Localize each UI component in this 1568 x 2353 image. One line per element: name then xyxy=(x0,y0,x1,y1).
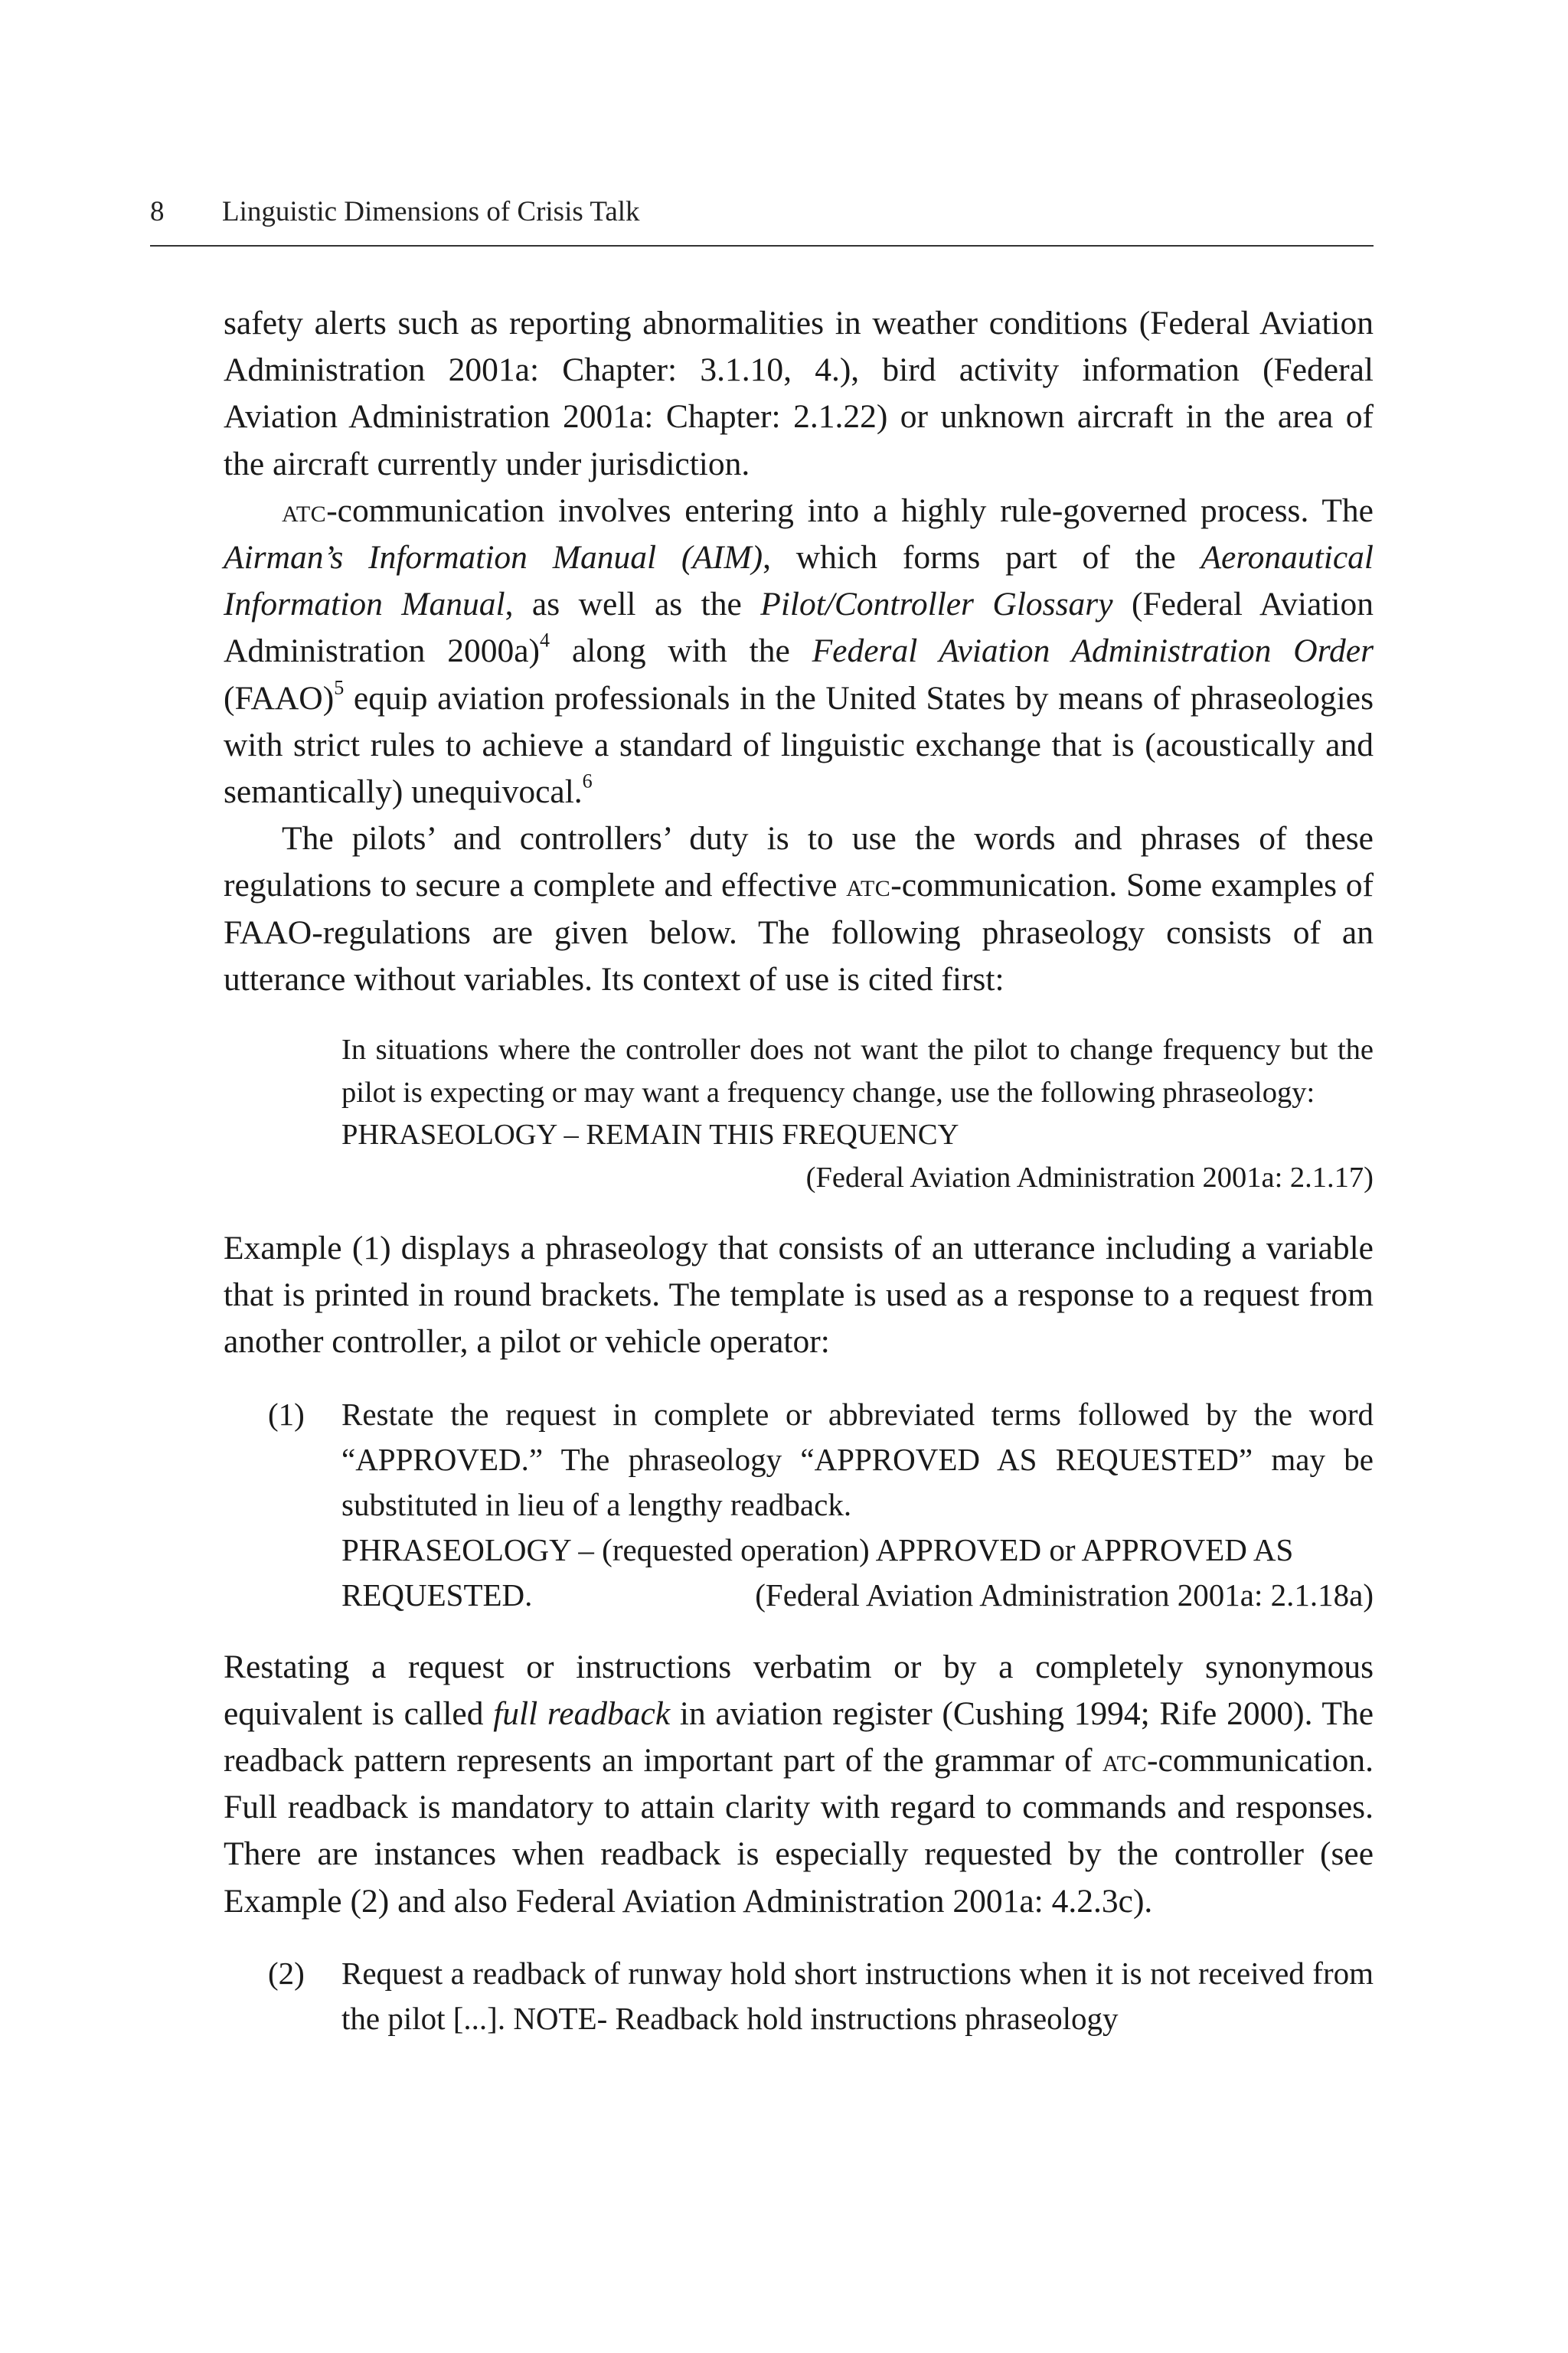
page-number: 8 xyxy=(150,196,165,227)
quote-citation: (Federal Aviation Administration 2001a: 2.1.17) xyxy=(805,1161,1374,1194)
paragraph-2: atc-communication involves entering into a highly rule-governed process. The Airman’s Information Manual (AIM), which forms part of the Aeronautical Information Manual, as well as the Pilot/Controller Glossary (Federal Aviation Administration 2000a)$^4$ along with the Federal Aviation Administration Order (FAAO)$^5$ equip aviation professionals in the United States by means of phraseologies with strict rules to achieve a standard of linguistic exchange that is (acoustically and semantically) unequivocal.$^6$ xyxy=(224,492,1374,811)
footnote-marker: 5 xyxy=(334,676,345,699)
example-number: (2) xyxy=(268,1955,305,1991)
example-citation: (Federal Aviation Administration 2001a: 2.1.18a) xyxy=(755,1577,1374,1613)
paragraph-5: Restating a request or instructions verbatim or by a completely synonymous equivalent is called full readback in aviation register (Cushing 1994; Rife 2000). The readback pattern represents an important part of the grammar of atc-communication. Full readback is mandatory to attain clarity with regard to commands and responses. There are instances when readback is especially requested by the controller (see Example (2) and also Federal Aviation Administration 2001a: 4.2.3c). xyxy=(224,1648,1374,1920)
footnote-marker: 6 xyxy=(582,770,593,793)
small-caps-atc: atc xyxy=(1102,1742,1148,1779)
paragraph-4: Example (1) displays a phraseology that consists of an utterance including a variable that is printed in round brackets. The template is used as a response to a request from another controller, a pilot or vehicle operator: xyxy=(224,1230,1374,1361)
footnote-marker: 4 xyxy=(540,629,550,652)
example-number: (1) xyxy=(268,1396,305,1432)
italic-term: full readback xyxy=(493,1694,671,1732)
example-phraseology-end: REQUESTED. xyxy=(341,1577,533,1613)
small-caps-atc: atc xyxy=(282,492,327,529)
quote-text: In situations where the controller does not want the pilot to change frequency but the pilot is expecting or may want a frequency change, use the following phraseology: xyxy=(341,1034,1374,1109)
example-2 xyxy=(224,1951,1374,2041)
italic-title: Airman’s Information Manual (AIM) xyxy=(224,539,763,577)
example-last-line xyxy=(341,1573,1374,1618)
quote-phraseology: PHRASEOLOGY – REMAIN THIS FREQUENCY xyxy=(341,1119,959,1152)
example-text: Request a readback of runway hold short instructions when it is not received from the pilot [...]. NOTE- Readback hold instructions phraseology xyxy=(341,1955,1374,2036)
italic-title: Federal Aviation Administration Order xyxy=(812,632,1374,670)
block-quote xyxy=(341,1029,1374,1199)
example-phraseology: PHRASEOLOGY – (requested operation) APPROVED or APPROVED AS xyxy=(341,1531,1294,1567)
running-title: Linguistic Dimensions of Crisis Talk xyxy=(222,196,640,227)
paragraph-3: The pilots’ and controllers’ duty is to use the words and phrases of these regulations to secure a complete and effective atc-communication. Some examples of FAAO-regulations are given below. The following phraseology consists of an utterance without variables. Its context of use is cited first: xyxy=(224,820,1374,998)
small-caps-atc: atc xyxy=(846,867,891,904)
italic-title: Pilot/Controller Glossary xyxy=(760,586,1113,623)
header-rule xyxy=(150,245,1374,247)
running-head xyxy=(150,193,1374,231)
italic-title: Aeronautical Information Manual xyxy=(224,539,1374,623)
main-text xyxy=(224,300,1374,2041)
example-text: Restate the request in complete or abbreviated terms followed by the word “APPROVED.” The phraseology “APPROVED AS REQUESTED” may be substituted in lieu of a lengthy readback. xyxy=(341,1396,1374,1522)
paragraph-1: safety alerts such as reporting abnormalities in weather conditions (Federal Aviation Administration 2001a: Chapter: 3.1.10, 4.), bird activity information (Federal Aviation Administration 2001a: Chapter: 2.1.22) or unknown aircraft in the area of the aircraft currently under jurisdiction. xyxy=(224,305,1374,482)
example-1 xyxy=(224,1392,1374,1618)
